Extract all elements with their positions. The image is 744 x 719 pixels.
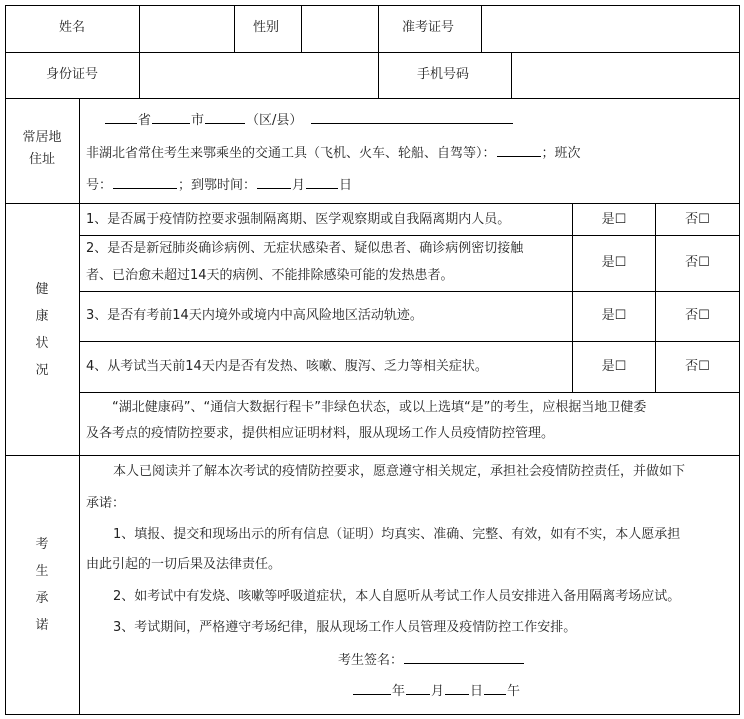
health-note-line2: 及各考点的疫情防控要求，提供相应证明材料，服从现场工作人员疫情防控管理。 bbox=[86, 426, 555, 441]
date-line bbox=[352, 681, 520, 701]
province-text: 省 bbox=[138, 113, 152, 128]
ticket-number-label: 准考证号 bbox=[402, 20, 455, 35]
q2-no-checkbox[interactable]: 否☐ bbox=[685, 255, 710, 270]
pledge-section-label bbox=[32, 531, 52, 639]
arrival-day-blank[interactable] bbox=[306, 175, 338, 189]
health-question-2-line1: 2、是否是新冠肺炎确诊病例、无症状感染者、疑似患者、确诊病例密切接触 bbox=[86, 241, 524, 256]
signature-label: 考生签名： bbox=[338, 653, 404, 668]
shift-blank[interactable] bbox=[113, 175, 177, 189]
year-text: 年 bbox=[392, 684, 406, 699]
q4-yes-checkbox[interactable]: 是☐ bbox=[601, 359, 627, 374]
pledge-label-char: 承 bbox=[35, 591, 49, 606]
address-line bbox=[104, 110, 514, 130]
q4-no-checkbox[interactable]: 否☐ bbox=[685, 359, 710, 374]
arrival-month-blank[interactable] bbox=[257, 175, 291, 189]
health-question-4: 4、从考试当天前14天内是否有发热、咳嗽、腹泻、乏力等相关症状。 bbox=[86, 359, 488, 374]
pledge-paragraph-1-line2: 承诺： bbox=[86, 496, 126, 511]
address-label-line2: 住址 bbox=[28, 152, 55, 167]
q1-no-checkbox[interactable]: 否☐ bbox=[685, 212, 710, 227]
city-blank[interactable] bbox=[152, 110, 190, 124]
rule bbox=[79, 98, 80, 715]
noon-blank[interactable] bbox=[484, 681, 506, 695]
signature-line bbox=[338, 650, 525, 670]
rule bbox=[79, 341, 739, 342]
transport-prefix: 非湖北省常住考生来鄂乘坐的交通工具（飞机、火车、轮船、自驾等）： bbox=[86, 146, 496, 161]
day-blank[interactable] bbox=[445, 681, 469, 695]
rule bbox=[79, 235, 739, 236]
health-question-2-line2: 者、已治愈未超过14天的病例、不能排除感染可能的发热患者。 bbox=[86, 268, 454, 283]
health-label-char: 健 bbox=[35, 282, 49, 297]
health-question-3: 3、是否有考前14天内境外或境内中高风险地区活动轨迹。 bbox=[86, 308, 423, 323]
signature-field[interactable] bbox=[404, 650, 524, 664]
address-label-line1: 常居地 bbox=[22, 130, 62, 145]
rule bbox=[739, 5, 740, 715]
pledge-item-1-line1: 1、填报、提交和现场出示的所有信息（证明）均真实、准确、完整、有效，如有不实，本人愿承担 bbox=[113, 527, 681, 542]
transport-line bbox=[86, 143, 581, 163]
rule bbox=[378, 5, 379, 99]
pledge-label-char: 考 bbox=[35, 537, 49, 552]
name-field[interactable] bbox=[140, 6, 234, 52]
phone-field[interactable] bbox=[512, 53, 739, 98]
health-question-1: 1、是否属于疫情防控要求强制隔离期、医学观察期或自我隔离期内人员。 bbox=[86, 212, 511, 227]
arrival-day-text: 日 bbox=[339, 178, 353, 193]
transport-suffix: ；班次 bbox=[541, 146, 581, 161]
rule bbox=[5, 714, 739, 715]
phone-label: 手机号码 bbox=[417, 67, 470, 82]
id-number-label: 身份证号 bbox=[45, 67, 98, 82]
day-text: 日 bbox=[470, 684, 484, 699]
address-section-label bbox=[5, 127, 79, 171]
arrival-month-text: 月 bbox=[292, 178, 306, 193]
rule bbox=[5, 5, 6, 715]
q3-no-checkbox[interactable]: 否☐ bbox=[685, 308, 710, 323]
district-blank[interactable] bbox=[205, 110, 245, 124]
health-label-char: 况 bbox=[35, 363, 49, 378]
district-text: （区/县） bbox=[246, 113, 303, 128]
shift-line bbox=[86, 175, 352, 195]
name-label: 姓名 bbox=[58, 20, 85, 35]
q2-yes-checkbox[interactable]: 是☐ bbox=[601, 255, 627, 270]
rule bbox=[234, 5, 235, 52]
transport-blank[interactable] bbox=[497, 143, 541, 157]
pledge-item-1-line2: 由此引起的一切后果及法律责任。 bbox=[86, 557, 282, 572]
month-text: 月 bbox=[431, 684, 445, 699]
rule bbox=[79, 291, 739, 292]
month-blank[interactable] bbox=[406, 681, 430, 695]
rule bbox=[79, 392, 739, 393]
gender-field[interactable] bbox=[302, 6, 378, 52]
gender-label: 性别 bbox=[253, 20, 280, 35]
province-blank[interactable] bbox=[105, 110, 137, 124]
rule bbox=[5, 455, 739, 456]
pledge-paragraph-1-line1: 本人已阅读并了解本次考试的疫情防控要求，愿意遵守相关规定，承担社会疫情防控责任，并做如下 bbox=[113, 464, 686, 479]
city-text: 市 bbox=[191, 113, 205, 128]
pledge-label-char: 生 bbox=[35, 564, 49, 579]
pledge-item-2: 2、如考试中有发烧、咳嗽等呼吸道症状，本人自愿听从考试工作人员安排进入备用隔离考场应试。 bbox=[113, 589, 681, 604]
health-note-line1: “湖北健康码”、“通信大数据行程卡”非绿色状态，或以上选填“是”的考生，应根据当地卫健委 bbox=[112, 400, 647, 415]
pledge-item-3: 3、考试期间，严格遵守考场纪律，服从现场工作人员管理及疫情防控工作安排。 bbox=[113, 620, 577, 635]
rule bbox=[5, 98, 739, 99]
q1-yes-checkbox[interactable]: 是☐ bbox=[601, 212, 627, 227]
noon-text: 午 bbox=[507, 684, 521, 699]
arrival-prefix: ；到鄂时间： bbox=[178, 178, 257, 193]
ticket-number-field[interactable] bbox=[482, 6, 739, 52]
shift-prefix: 号： bbox=[86, 178, 113, 193]
street-blank[interactable] bbox=[311, 110, 513, 124]
health-label-char: 康 bbox=[35, 309, 49, 324]
id-number-field[interactable] bbox=[140, 53, 378, 98]
q3-yes-checkbox[interactable]: 是☐ bbox=[601, 308, 627, 323]
pledge-label-char: 诺 bbox=[35, 618, 49, 633]
rule bbox=[5, 203, 739, 204]
health-label-char: 状 bbox=[35, 336, 49, 351]
year-blank[interactable] bbox=[353, 681, 391, 695]
health-section-label bbox=[32, 276, 52, 384]
